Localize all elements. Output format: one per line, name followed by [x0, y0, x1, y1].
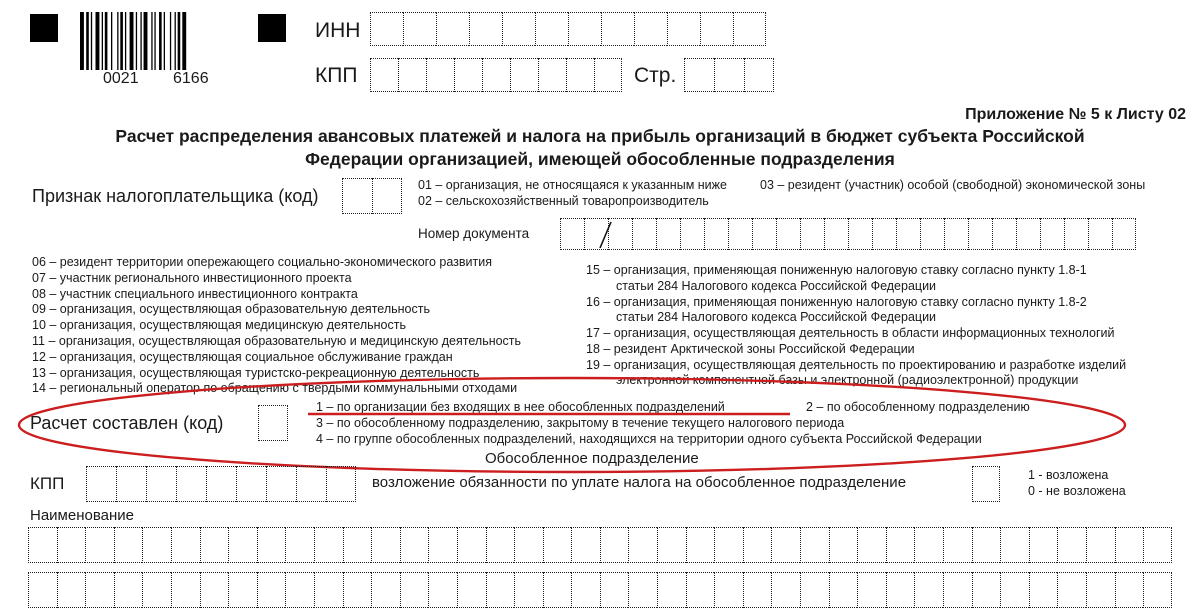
barcode-bar [111, 12, 112, 70]
code-08: 08 – участник специального инвестиционного контракта [32, 286, 358, 301]
name-cell[interactable] [686, 572, 715, 608]
barcode-bar [102, 12, 103, 70]
name-cell[interactable] [171, 572, 200, 608]
name-cell[interactable] [943, 572, 972, 608]
calc-option-1: 1 – по организации без входящих в нее обособленных подразделений [316, 400, 725, 414]
name-cell[interactable] [85, 527, 114, 563]
name-cell[interactable] [857, 572, 886, 608]
subdivision-heading: Обособленное подразделение [485, 450, 699, 467]
name-cell[interactable] [28, 572, 57, 608]
name-cell[interactable] [829, 527, 858, 563]
name-cell[interactable] [142, 527, 171, 563]
barcode-bar [125, 12, 126, 70]
name-cell[interactable] [714, 527, 743, 563]
name-cell[interactable] [200, 572, 229, 608]
name-cell[interactable] [28, 527, 57, 563]
barcode-bar [117, 12, 118, 70]
calc-option-3: 3 – по обособленному подразделению, закрытому в течение текущего налогового периода [316, 416, 845, 430]
name-cell[interactable] [400, 572, 429, 608]
code-12: 12 – организация, осуществляющая социальное обслуживание граждан [32, 349, 453, 364]
name-cell[interactable] [57, 572, 86, 608]
name-cell[interactable] [257, 572, 286, 608]
subdivision-name-row-2[interactable] [28, 572, 1172, 608]
name-cell[interactable] [886, 527, 915, 563]
name-cell[interactable] [857, 527, 886, 563]
appendix-label: Приложение № 5 к Листу 02 [965, 106, 1186, 123]
barcode-bar [120, 12, 123, 70]
name-cell[interactable] [800, 527, 829, 563]
code-09: 09 – организация, осуществляющая образовательную деятельность [32, 302, 430, 317]
name-cell[interactable] [514, 527, 543, 563]
name-cell[interactable] [114, 527, 143, 563]
name-cell[interactable] [142, 572, 171, 608]
name-cell[interactable] [1115, 527, 1144, 563]
barcode-bar [151, 12, 152, 70]
taxpayer-code-02: 02 – сельскохозяйственный товаропроизводитель [418, 194, 709, 208]
name-cell[interactable] [1029, 527, 1058, 563]
name-cell[interactable] [85, 572, 114, 608]
barcode [80, 12, 216, 72]
name-cell[interactable] [314, 572, 343, 608]
name-cell[interactable] [1057, 527, 1086, 563]
name-cell[interactable] [571, 572, 600, 608]
barcode-bar [182, 12, 186, 70]
codes-right-list [586, 263, 1087, 326]
page-label: Стр. [634, 64, 677, 87]
code-11: 11 – организация, осуществляющая образовательную и медицинскую деятельность [32, 333, 522, 348]
barcode-bar [170, 12, 171, 70]
code-06: 06 – резидент территории опережающего социально-экономического развития [32, 255, 492, 269]
name-cell[interactable] [343, 572, 372, 608]
inn-label: ИНН [315, 19, 361, 42]
name-cell[interactable] [1000, 527, 1029, 563]
barcode-bar [175, 12, 176, 70]
name-cell[interactable] [486, 527, 515, 563]
name-cell[interactable] [771, 572, 800, 608]
name-cell[interactable] [285, 527, 314, 563]
name-cell[interactable] [972, 572, 1001, 608]
name-cell[interactable] [428, 572, 457, 608]
name-cell[interactable] [914, 572, 943, 608]
code-18: 18 – резидент Арктической зоны Российской Федерации [586, 341, 915, 356]
codes-left-list [32, 255, 521, 397]
barcode-bar [140, 12, 141, 70]
form-title-line1: Расчет распределения авансовых платежей и налога на прибыль организаций в бюджет субъекта Российской [115, 126, 1085, 146]
name-cell[interactable] [114, 572, 143, 608]
barcode-bar [159, 12, 162, 70]
form-title-line2: Федерации организацией, имеющей обособленные подразделения [305, 149, 895, 169]
code-19-cont: электронной компонентной базы и электронной (радиоэлектронной) продукции [616, 373, 1079, 388]
name-cell[interactable] [57, 527, 86, 563]
name-cell[interactable] [543, 527, 572, 563]
taxpayer-code-03: 03 – резидент (участник) особой (свободной) экономической зоны [760, 178, 1146, 192]
code-15: 15 – организация, применяющая пониженную налоговую ставку согласно пункту 1.8-1 [586, 263, 1087, 277]
code-14: 14 – региональный оператор по обращению с твердыми коммунальными отходами [32, 381, 518, 396]
name-cell[interactable] [1086, 572, 1115, 608]
code-19: 19 – организация, осуществляющая деятельность по проектированию и разработке изделий [586, 357, 1127, 372]
taxpayer-code-01: 01 – организация, не относящаяся к указанным ниже [418, 178, 727, 192]
calc-option-4: 4 – по группе обособленных подразделений, находящихся на территории одного субъекта Российской Федерации [316, 432, 982, 446]
name-cell[interactable] [343, 527, 372, 563]
barcode-bar [130, 12, 134, 70]
name-cell[interactable] [171, 527, 200, 563]
code-17: 17 – организация, осуществляющая деятельность в области информационных технологий [586, 326, 1115, 340]
barcode-bar [105, 12, 108, 70]
name-cell[interactable] [628, 527, 657, 563]
name-cell[interactable] [743, 572, 772, 608]
name-cell[interactable] [371, 572, 400, 608]
subdivision-kpp-cells[interactable] [86, 466, 356, 502]
barcode-bar [91, 12, 92, 70]
name-cell[interactable] [457, 572, 486, 608]
calc-option-2: 2 – по обособленному подразделению [806, 400, 1030, 414]
name-cell[interactable] [428, 527, 457, 563]
name-cell[interactable] [285, 572, 314, 608]
subdivision-duty-label: возложение обязанности по уплате налога на обособленное подразделение [372, 474, 907, 491]
code-15-cont: статьи 284 Налогового кодекса Российской Федерации [616, 278, 937, 293]
calc-made-cell[interactable] [258, 405, 288, 441]
subdivision-duty-cell[interactable] [972, 466, 1000, 502]
barcode-bar [136, 12, 137, 70]
code-16: 16 – организация, применяющая пониженную налоговую ставку согласно пункту 1.8-2 [586, 294, 1087, 309]
subdivision-name-label: Наименование [30, 507, 134, 524]
name-cell[interactable] [457, 527, 486, 563]
code-16-cont: статьи 284 Налогового кодекса Российской Федерации [616, 310, 937, 325]
name-cell[interactable] [972, 527, 1001, 563]
name-cell[interactable] [228, 527, 257, 563]
code-10: 10 – организация, осуществляющая медицинскую деятельность [32, 318, 406, 333]
name-cell[interactable] [628, 572, 657, 608]
kpp-cells[interactable] [370, 58, 622, 92]
registration-mark-left [30, 14, 58, 42]
taxpayer-sign-cells[interactable] [342, 178, 402, 214]
name-cell[interactable] [200, 527, 229, 563]
barcode-bar [178, 12, 181, 70]
subdivision-name-row-1[interactable] [28, 527, 1172, 563]
inn-cells[interactable] [370, 12, 766, 46]
subdivision-kpp-label: КПП [30, 474, 65, 493]
taxpayer-sign-label: Признак налогоплательщика (код) [32, 186, 319, 206]
name-cell[interactable] [657, 527, 686, 563]
name-cell[interactable] [400, 527, 429, 563]
name-cell[interactable] [314, 527, 343, 563]
name-cell[interactable] [714, 572, 743, 608]
name-cell[interactable] [914, 527, 943, 563]
name-cell[interactable] [943, 527, 972, 563]
doc-number-cells[interactable] [560, 218, 1136, 250]
calc-made-label: Расчет составлен (код) [30, 413, 224, 433]
barcode-number-left: 0021 [103, 70, 139, 87]
name-cell[interactable] [257, 527, 286, 563]
barcode-bar [96, 12, 100, 70]
name-cell[interactable] [800, 572, 829, 608]
name-cell[interactable] [600, 527, 629, 563]
name-cell[interactable] [743, 527, 772, 563]
name-cell[interactable] [1143, 572, 1172, 608]
code-07: 07 – участник регионального инвестиционного проекта [32, 270, 352, 285]
barcode-number-right: 6166 [173, 70, 209, 87]
kpp-label: КПП [315, 64, 358, 87]
barcode-bar [164, 12, 165, 70]
name-cell[interactable] [771, 527, 800, 563]
barcode-bar [144, 12, 148, 70]
name-cell[interactable] [1057, 572, 1086, 608]
barcode-bar [154, 12, 155, 70]
name-cell[interactable] [686, 527, 715, 563]
name-cell[interactable] [1086, 527, 1115, 563]
name-cell[interactable] [1029, 572, 1058, 608]
name-cell[interactable] [886, 572, 915, 608]
name-cell[interactable] [829, 572, 858, 608]
name-cell[interactable] [486, 572, 515, 608]
name-cell[interactable] [543, 572, 572, 608]
name-cell[interactable] [571, 527, 600, 563]
doc-number-label: Номер документа [418, 226, 530, 241]
duty-option-1: 1 - возложена [1028, 468, 1109, 482]
name-cell[interactable] [657, 572, 686, 608]
code-13: 13 – организация, осуществляющая туристско-рекреационную деятельность [32, 365, 480, 380]
duty-option-0: 0 - не возложена [1028, 484, 1126, 498]
name-cell[interactable] [371, 527, 400, 563]
barcode-bar [86, 12, 89, 70]
name-cell[interactable] [1115, 572, 1144, 608]
name-cell[interactable] [1143, 527, 1172, 563]
name-cell[interactable] [514, 572, 543, 608]
name-cell[interactable] [228, 572, 257, 608]
codes-right-list-2 [586, 326, 1126, 389]
name-cell[interactable] [1000, 572, 1029, 608]
registration-mark-right [258, 14, 286, 42]
name-cell[interactable] [600, 572, 629, 608]
page-cells[interactable] [684, 58, 774, 92]
barcode-bar [80, 12, 84, 70]
doc-number-slash [596, 220, 616, 250]
